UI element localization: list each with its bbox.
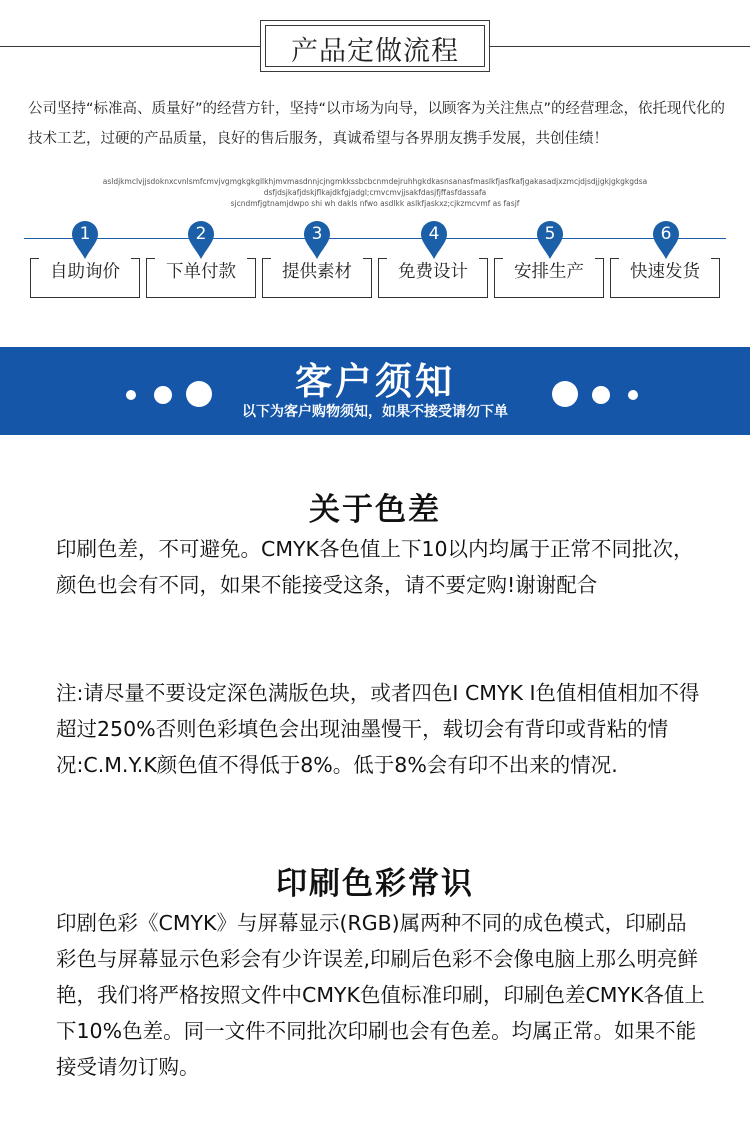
step-marker-4 <box>420 220 448 260</box>
step-label: 下单付款 <box>166 262 236 282</box>
step-number: 5 <box>544 224 556 244</box>
step-box-4 <box>378 258 488 298</box>
notice-banner <box>0 347 750 435</box>
filler-text-line: asldjkmclvjjsdoknxcvnlsmfcmvjvgmgkgkgllkhjmvmasdnnjcjngmkkssbcbcnmdejruhhgkdkasnsanasfmaslkfjasfkafjgakasadjxzmcjdjsdjjgkjgkgkgdsa <box>102 177 648 186</box>
step-marker-5 <box>536 220 564 260</box>
step-marker-3 <box>303 220 331 260</box>
step-marker-1 <box>71 220 99 260</box>
step-box-1 <box>30 258 140 298</box>
color-diff-para2: 注:请尽量不要设定深色满版色块，或者四色I CMYK I色值相值相加不得超过250%否则色彩填色会出现油墨慢干，载切会有背印或背粘的情况:C.M.Y.K颜色值不得低于8%。低于8%会有印不出来的情况. <box>56 681 700 777</box>
step-marker-2 <box>187 220 215 260</box>
process-title: 产品定做流程 <box>291 36 459 67</box>
step-box-5 <box>494 258 604 298</box>
step-number: 4 <box>428 224 440 244</box>
company-intro: 公司坚持“标准高、质量好”的经营方针，坚持“以市场为向导，以顾客为关注焦点”的经营理念，依托现代化的技术工艺，过硬的产品质量，良好的售后服务，真诚希望与各界朋友携手发展，共创佳绩！ <box>28 101 726 147</box>
color-diff-heading: 关于色差 <box>309 492 441 528</box>
notice-subtitle: 以下为客户购物须知，如果不接受请勿下单 <box>242 404 508 420</box>
step-number: 1 <box>79 224 91 244</box>
step-number: 6 <box>660 224 672 244</box>
process-timeline <box>24 238 726 239</box>
print-color-para: 印剧色彩《CMYK》与屏幕显示(RGB)属两种不同的成色模式，印刷品彩色与屏幕显示色彩会有少许误差,印刷后色彩不会像电脑上那么明亮鲜艳，我们将严格按照文件中CMYK色值标准印刷，印刷色差CMYK各值上下10%色差。同一文件不同批次印刷也会有色差。均属正常。如果不能接受请勿订购。 <box>56 911 705 1079</box>
step-label: 免费设计 <box>398 262 468 282</box>
filler-text-line: sjcndmfjgtnamjdwpo shi wh dakls nfwo asdlkk aslkfjaskxz;cjkzmcvmf as fasjf <box>230 199 520 208</box>
step-label: 提供素材 <box>282 262 352 282</box>
step-marker-6 <box>652 220 680 260</box>
step-box-3 <box>262 258 372 298</box>
process-title-box <box>260 20 490 72</box>
filler-text-line: dsfjdsjkafjdskjflkajdkfgjadgl;cmvcmvjjsakfdasjfjffasfdassafa <box>263 188 487 197</box>
step-label: 安排生产 <box>514 262 584 282</box>
step-label: 快速发货 <box>630 262 700 282</box>
notice-title: 客户须知 <box>295 359 455 403</box>
step-number: 2 <box>195 224 207 244</box>
step-label: 自助询价 <box>50 262 120 282</box>
color-diff-para1: 印刷色差，不可避免。CMYK各色值上下10以内均属于正常不同批次，颜色也会有不同，如果不能接受这条，请不要定购!谢谢配合 <box>56 537 694 597</box>
step-box-2 <box>146 258 256 298</box>
print-color-heading: 印刷色彩常识 <box>276 866 474 902</box>
step-number: 3 <box>311 224 323 244</box>
process-title-row <box>0 0 750 80</box>
step-box-6 <box>610 258 720 298</box>
